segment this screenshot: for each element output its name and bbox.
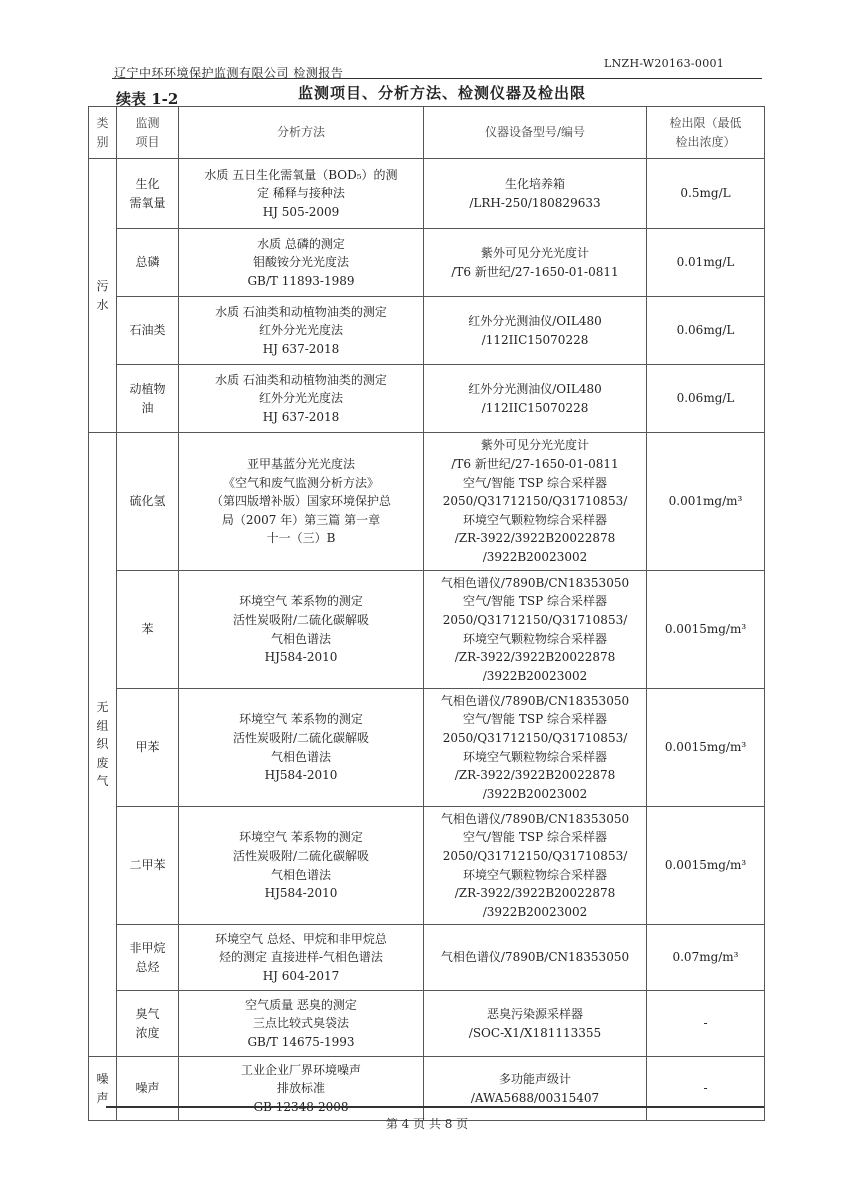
category-noise: 噪 声 [89, 1057, 117, 1121]
row-limit: 0.001mg/m³ [647, 433, 765, 571]
row-item: 臭气 浓度 [117, 991, 179, 1057]
column-header-limit: 检出限（最低 检出浓度） [647, 107, 765, 159]
table-label: 续表 1-2 [116, 90, 179, 108]
header-rule [112, 78, 762, 79]
row-item: 甲苯 [117, 689, 179, 807]
row-instrument: 气相色谱仪/7890B/CN18353050 空气/智能 TSP 综合采样器 2050/Q31712150/Q31710853/ 环境空气颗粒物综合采样器 /ZR-3922/3922B20022878 /3922B20023002 [424, 689, 647, 807]
row-limit: 0.06mg/L [647, 365, 765, 433]
row-instrument: 生化培养箱 /LRH-250/180829633 [424, 159, 647, 229]
row-item: 噪声 [117, 1057, 179, 1121]
row-item: 动植物 油 [117, 365, 179, 433]
monitoring-methods-table [88, 106, 765, 1121]
category-wastewater: 污 水 [89, 159, 117, 433]
table-row [89, 925, 765, 991]
row-method: 水质 石油类和动植物油类的测定 红外分光光度法 HJ 637-2018 [179, 365, 424, 433]
table-row [89, 433, 765, 571]
row-method: 水质 总磷的测定 钼酸铵分光光度法 GB/T 11893-1989 [179, 229, 424, 297]
table-row [89, 1057, 765, 1121]
row-item: 硫化氢 [117, 433, 179, 571]
page-number: 第 4 页 共 8 页 [385, 1117, 469, 1131]
row-method: 水质 石油类和动植物油类的测定 红外分光光度法 HJ 637-2018 [179, 297, 424, 365]
row-item: 非甲烷 总烃 [117, 925, 179, 991]
table-row [89, 807, 765, 925]
table-row [89, 297, 765, 365]
column-header-category: 类 别 [89, 107, 117, 159]
column-header-item: 监测 项目 [117, 107, 179, 159]
row-method: 亚甲基蓝分光光度法 《空气和废气监测分析方法》 （第四版增补版）国家环境保护总 局（2007 年）第三篇 第一章 十一（三）B [179, 433, 424, 571]
row-method: 环境空气 苯系物的测定 活性炭吸附/二硫化碳解吸 气相色谱法 HJ584-2010 [179, 807, 424, 925]
row-method: 环境空气 苯系物的测定 活性炭吸附/二硫化碳解吸 气相色谱法 HJ584-2010 [179, 689, 424, 807]
row-item: 总磷 [117, 229, 179, 297]
row-instrument: 气相色谱仪/7890B/CN18353050 [424, 925, 647, 991]
table-row [89, 689, 765, 807]
company-report-header: 辽宁中环环境保护监测有限公司 检测报告 [114, 66, 344, 80]
row-item: 二甲苯 [117, 807, 179, 925]
row-limit: 0.0015mg/m³ [647, 807, 765, 925]
row-method: 环境空气 总烃、甲烷和非甲烷总 烃的测定 直接进样-气相色谱法 HJ 604-2017 [179, 925, 424, 991]
row-method: 空气质量 恶臭的测定 三点比较式臭袋法 GB/T 14675-1993 [179, 991, 424, 1057]
row-method: 环境空气 苯系物的测定 活性炭吸附/二硫化碳解吸 气相色谱法 HJ584-2010 [179, 571, 424, 689]
row-instrument: 红外分光测油仪/OIL480 /112IIC15070228 [424, 297, 647, 365]
row-instrument: 恶臭污染源采样器 /SOC-X1/X181113355 [424, 991, 647, 1057]
row-item: 生化 需氧量 [117, 159, 179, 229]
row-method: 工业企业厂界环境噪声 排放标准 GB 12348-2008 [179, 1057, 424, 1121]
row-instrument: 紫外可见分光光度计 /T6 新世纪/27-1650-01-0811 空气/智能 TSP 综合采样器 2050/Q31712150/Q31710853/ 环境空气颗粒物综合采样器 /ZR-3922/3922B20022878 /3922B20023002 [424, 433, 647, 571]
row-limit: 0.06mg/L [647, 297, 765, 365]
category-unorganized-exhaust: 无 组 织 废 气 [89, 433, 117, 1057]
row-limit: - [647, 1057, 765, 1121]
table-row [89, 571, 765, 689]
table-title: 监测项目、分析方法、检测仪器及检出限 [298, 84, 587, 102]
row-instrument: 气相色谱仪/7890B/CN18353050 空气/智能 TSP 综合采样器 2050/Q31712150/Q31710853/ 环境空气颗粒物综合采样器 /ZR-3922/3922B20022878 /3922B20023002 [424, 571, 647, 689]
row-item: 石油类 [117, 297, 179, 365]
row-limit: - [647, 991, 765, 1057]
row-method: 水质 五日生化需氧量（BOD₅）的测 定 稀释与接种法 HJ 505-2009 [179, 159, 424, 229]
row-instrument: 多功能声级计 /AWA5688/00315407 [424, 1057, 647, 1121]
table-row [89, 159, 765, 229]
row-limit: 0.0015mg/m³ [647, 571, 765, 689]
row-limit: 0.07mg/m³ [647, 925, 765, 991]
row-instrument: 红外分光测油仪/OIL480 /112IIC15070228 [424, 365, 647, 433]
table-header-row [89, 107, 765, 159]
row-limit: 0.5mg/L [647, 159, 765, 229]
footer-rule [106, 1106, 764, 1108]
row-instrument: 紫外可见分光光度计 /T6 新世纪/27-1650-01-0811 [424, 229, 647, 297]
row-limit: 0.01mg/L [647, 229, 765, 297]
row-instrument: 气相色谱仪/7890B/CN18353050 空气/智能 TSP 综合采样器 2050/Q31712150/Q31710853/ 环境空气颗粒物综合采样器 /ZR-3922/3922B20022878 /3922B20023002 [424, 807, 647, 925]
report-number: LNZH-W20163-0001 [604, 57, 725, 70]
table-row [89, 365, 765, 433]
column-header-method: 分析方法 [179, 107, 424, 159]
table-row [89, 991, 765, 1057]
row-limit: 0.0015mg/m³ [647, 689, 765, 807]
row-item: 苯 [117, 571, 179, 689]
column-header-instrument: 仪器设备型号/编号 [424, 107, 647, 159]
table-row [89, 229, 765, 297]
